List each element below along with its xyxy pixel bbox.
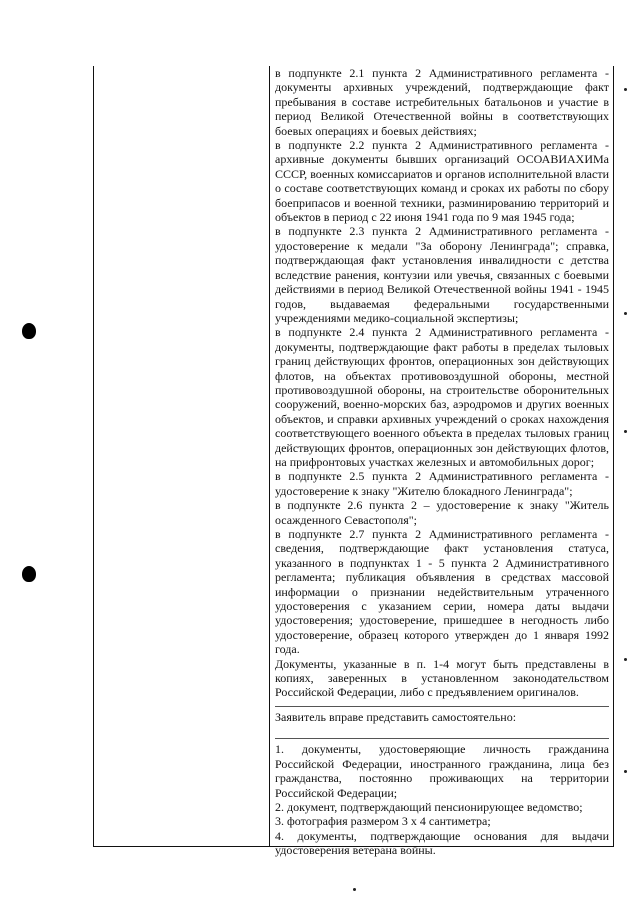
applicant-item-1: 1. документы, удостоверяющие личность гражданина Российской Федерации, иностранного гражданина, лица без гражданства, постоянно проживающих на территории Российской Федерации;	[275, 742, 609, 800]
applicant-item-3: 3. фотография размером 3 х 4 сантиметра;	[275, 814, 491, 829]
paragraph-copies-note: Документы, указанные в п. 1-4 могут быть представлены в копиях, заверенных в установленном законодательством Российской Федерации, либо с предъявлением оригиналов.	[275, 656, 609, 700]
left-empty-column	[94, 66, 270, 846]
scan-speck	[624, 312, 627, 315]
scan-speck	[624, 88, 627, 91]
scan-speck	[624, 430, 627, 433]
paragraph-subpoint-2-1: в подпункте 2.1 пункта 2 Административного регламента - документы архивных учреждений, подтверждающие факт пребывания в составе истребительных батальонов и участие в период Великой Отечественной войны в соответствующих боевых операциях и боевых действиях;	[275, 66, 609, 138]
applicant-items-block	[275, 738, 609, 857]
applicant-item-4: 4. документы, подтверждающие основания для выдачи удостоверения ветерана войны.	[275, 828, 609, 858]
paragraph-subpoint-2-5: в подпункте 2.5 пункта 2 Административного регламента - удостоверение к знаку "Жителю блокадного Ленинграда";	[275, 469, 609, 498]
punch-hole-icon	[22, 323, 36, 339]
scan-speck	[353, 888, 356, 891]
applicant-intro-block	[275, 706, 609, 732]
applicant-item-2: 2. документ, подтверждающий пенсионирующее ведомство;	[275, 799, 583, 814]
table-frame	[93, 66, 614, 858]
paragraph-subpoint-2-6: в подпункте 2.6 пункта 2 – удостоверение к знаку "Житель осажденного Севастополя";	[275, 498, 609, 527]
paragraph-subpoint-2-3: в подпункте 2.3 пункта 2 Административного регламента - удостоверение к медали "За оборону Ленинграда"; справка, подтверждающая факт установления инвалидности с детства вследствие ранения, контузии или увечья, связанных с боевыми действиями в период Великой Отечественной войны 1941 - 1945 годов, выдаваемая федеральными государственными учреждениями медико-социальной экспертизы;	[275, 224, 609, 325]
paragraph-subpoint-2-2: в подпункте 2.2 пункта 2 Административного регламента - архивные документы бывших организаций ОСОАВИАХИМа СССР, военных комиссариатов и органов исполнительной власти о составе соответствующих команд и сроках их работы по сбору боеприпасов и военной техники, разминированию территорий и объектов в период с 22 июня 1941 года по 9 мая 1945 года;	[275, 138, 609, 225]
applicant-intro: Заявитель вправе представить самостоятельно:	[275, 709, 517, 724]
right-content-column	[270, 66, 613, 858]
scan-speck	[624, 770, 627, 773]
paragraph-subpoint-2-4: в подпункте 2.4 пункта 2 Административного регламента - документы, подтверждающие факт работы в пределах тыловых границ действующих фронтов, операционных зон действующих флотов, на объектах противовоздушной обороны, местной противовоздушной обороны, на строительстве оборонительных сооружений, военно-морских баз, аэродромов и других военных объектов, и справки архивных учреждений о сроках нахождения соответствующего военного объекта в пределах тыловых границ действующих фронтов, операционных зон действующих флотов, на прифронтовых участках железных и автомобильных дорог;	[275, 325, 609, 469]
paragraph-subpoint-2-7: в подпункте 2.7 пункта 2 Административного регламента - сведения, подтверждающие факт установления статуса, указанного в подпунктах 1 - 5 пункта 2 Административного регламента; публикация объявления в средствах массовой информации о признании недействительным утраченного удостоверения с указанием серии, номера даты выдачи удостоверения; удостоверение, пришедшее в негодность либо удостоверение, образец которого утвержден до 1 января 1992 года.	[275, 527, 609, 657]
punch-hole-icon	[22, 566, 36, 582]
scan-speck	[624, 658, 627, 661]
